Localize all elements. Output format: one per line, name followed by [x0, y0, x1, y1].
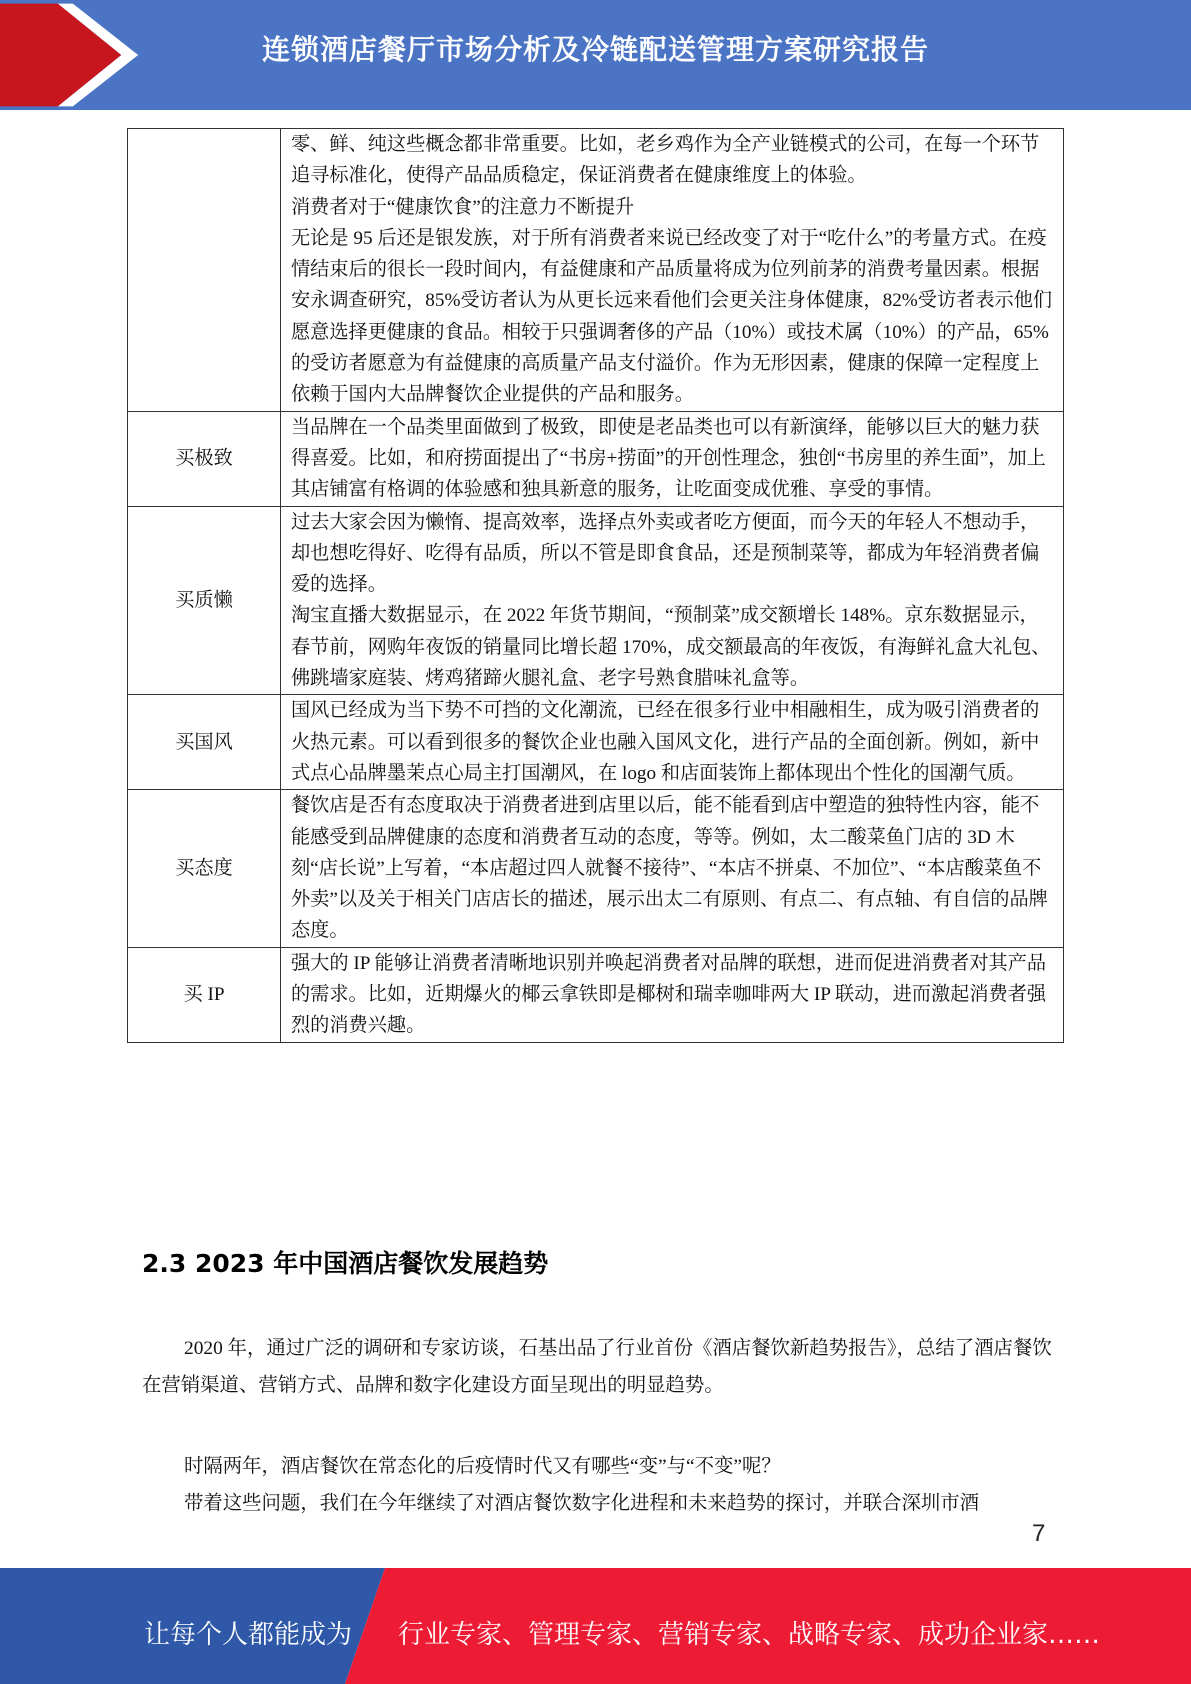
- row-category-label: 买质懒: [128, 506, 281, 695]
- row-category-label: 买国风: [128, 695, 281, 790]
- table-row: [128, 695, 1064, 790]
- section-paragraph-3: 带着这些问题，我们在今年继续了对酒店餐饮数字化进程和未来趋势的探讨，并联合深圳市酒: [184, 1493, 980, 1514]
- row-category-label: [128, 129, 281, 412]
- row-description: [281, 411, 1064, 506]
- section-paragraph-1: 2020 年，通过广泛的调研和专家访谈，石基出品了行业首份《酒店餐饮新趋势报告》，总结了酒店餐饮在营销渠道、营销方式、品牌和数字化建设方面呈现出的明显趋势。: [142, 1338, 1052, 1396]
- header-banner: [0, 0, 1191, 110]
- row-description: [281, 790, 1064, 947]
- row-description: [281, 506, 1064, 695]
- table-row: [128, 506, 1064, 695]
- table-row: [128, 947, 1064, 1042]
- row-paragraph: 国风已经成为当下势不可挡的文化潮流，已经在很多行业中相融相生，成为吸引消费者的火热元素。可以看到很多的餐饮企业也融入国风文化，进行产品的全面创新。例如，新中式点心品牌墨茉点心局主打国潮风，在 logo 和店面装饰上都体现出个性化的国潮气质。: [291, 700, 1040, 784]
- row-paragraph: 强大的 IP 能够让消费者清晰地识别并唤起消费者对品牌的联想，进而促进消费者对其产品的需求。比如，近期爆火的椰云拿铁即是椰树和瑞幸咖啡两大 IP 联动，进而激起消费者强烈的消费兴趣。: [291, 952, 1047, 1037]
- row-description: [281, 695, 1064, 790]
- row-category-label: 买态度: [128, 790, 281, 947]
- row-description: [281, 947, 1064, 1042]
- table-row: [128, 411, 1064, 506]
- row-paragraph: 当品牌在一个品类里面做到了极致，即使是老品类也可以有新演绎，能够以巨大的魅力获得喜爱。比如，和府捞面提出了“书房+捞面”的开创性理念，独创“书房里的养生面”，加上其店铺富有格调的体验感和独具新意的服务，让吃面变成优雅、享受的事情。: [291, 416, 1046, 501]
- row-paragraph: 过去大家会因为懒惰、提高效率，选择点外卖或者吃方便面，而今天的年轻人不想动手，却也想吃得好、吃得有品质，所以不管是即食食品，还是预制菜等，都成为年轻消费者偏爱的选择。: [291, 511, 1040, 596]
- footer-slogan-left: 让每个人都能成为: [144, 1620, 353, 1650]
- footer-slogan-right: 行业专家、管理专家、营销专家、战略专家、成功企业家……: [398, 1620, 1101, 1650]
- header-arrow-decoration: [0, 0, 140, 110]
- row-description: [281, 129, 1064, 412]
- table-row: [128, 790, 1064, 947]
- row-paragraph: 消费者对于“健康饮食”的注意力不断提升: [291, 196, 635, 218]
- row-paragraph: 零、鲜、纯这些概念都非常重要。比如，老乡鸡作为全产业链模式的公司，在每一个环节追寻标准化，使得产品品质稳定，保证消费者在健康维度上的体验。: [291, 134, 1040, 187]
- section-paragraph-2: 时隔两年，酒店餐饮在常态化的后疫情时代又有哪些“变”与“不变”呢？: [184, 1456, 781, 1477]
- row-category-label: 买 IP: [128, 947, 281, 1042]
- row-paragraph: 无论是 95 后还是银发族，对于所有消费者来说已经改变了对于“吃什么”的考量方式。在疫情结束后的很长一段时间内，有益健康和产品质量将成为位列前茅的消费考量因素。根据安永调查研究，85%受访者认为从更长远来看他们会更关注身体健康，82%受访者表示他们愿意选择更健康的食品。相较于只强调奢侈的产品（10%）或技术属（10%）的产品，65%的受访者愿意为有益健康的高质量产品支付溢价。作为无形因素，健康的保障一定程度上依赖于国内大品牌餐饮企业提供的产品和服务。: [291, 227, 1053, 406]
- report-title: 连锁酒店餐厅市场分析及冷链配送管理方案研究报告: [262, 33, 930, 66]
- page-number: 7: [1032, 1520, 1046, 1547]
- table-row: [128, 129, 1064, 412]
- row-paragraph: 餐饮店是否有态度取决于消费者进到店里以后，能不能看到店中塑造的独特性内容，能不能感受到品牌健康的态度和消费者互动的态度，等等。例如，太二酸菜鱼门店的 3D 木刻“店长说”上写着，“本店超过四人就餐不接待”、“本店不拼桌、不加位”、“本店酸菜鱼不外卖”以及关于相关门店店长的描述，展示出太二有原则、有点二、有点轴、有自信的品牌态度。: [291, 795, 1048, 942]
- row-paragraph: 淘宝直播大数据显示，在 2022 年货节期间，“预制菜”成交额增长 148%。京东数据显示，春节前，网购年夜饭的销量同比增长超 170%，成交额最高的年夜饭，有海鲜礼盒大礼包、佛跳墙家庭装、烤鸡猪蹄火腿礼盒、老字号熟食腊味礼盒等。: [291, 605, 1051, 690]
- section-heading: 2.3 2023 年中国酒店餐饮发展趋势: [142, 1249, 549, 1278]
- consumer-trends-table: [127, 128, 1064, 1043]
- row-category-label: 买极致: [128, 411, 281, 506]
